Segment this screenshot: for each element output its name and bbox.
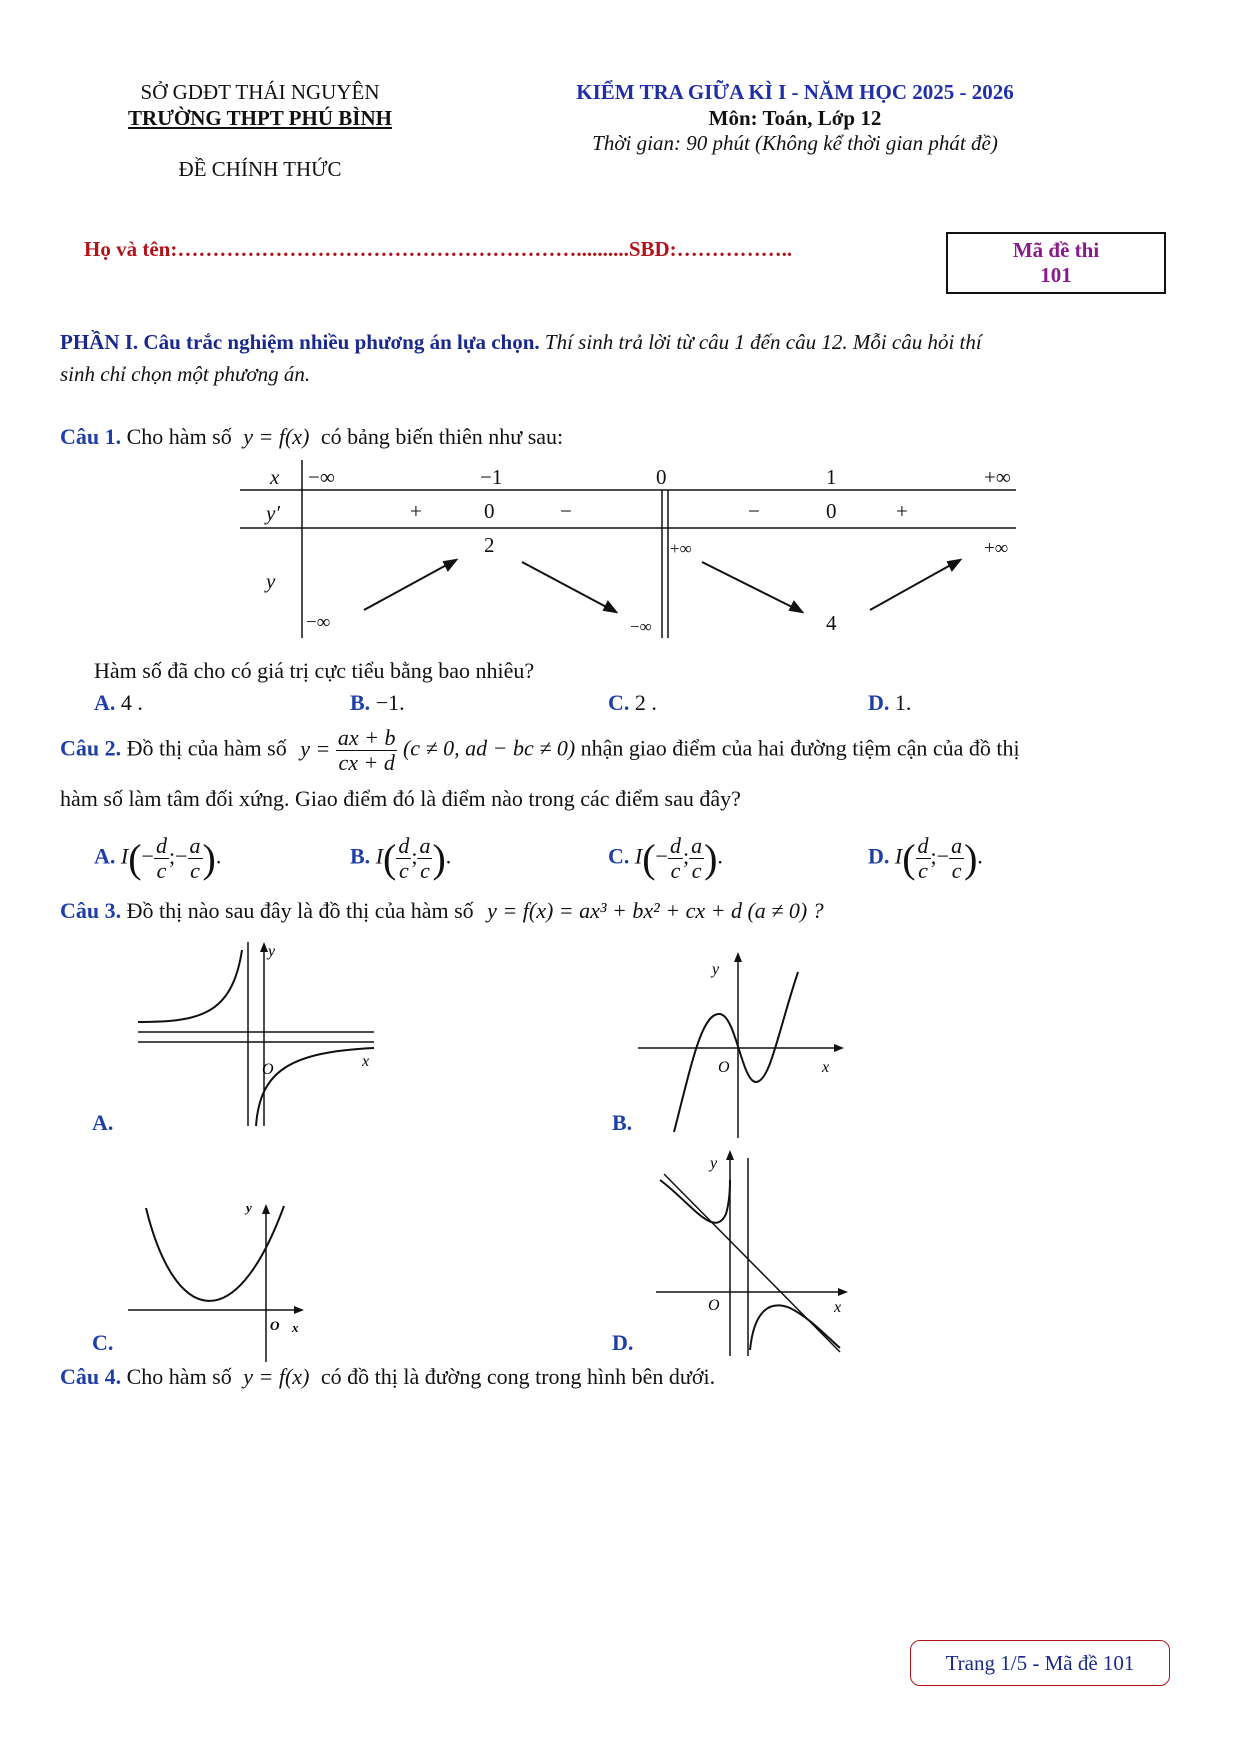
question-2-line2: hàm số làm tâm đối xứng. Giao điểm đó là điểm nào trong các điểm sau đây? [60, 786, 741, 811]
question-text: có đồ thị là đường cong trong hình bên dưới. [320, 1364, 716, 1389]
option-b[interactable]: B. [612, 1110, 633, 1135]
question-4 [60, 1364, 715, 1390]
question-text: Đồ thị nào sau đây là đồ thị của hàm số [126, 898, 474, 923]
table-x-val: +∞ [984, 465, 1011, 489]
x-axis-label: x [362, 1053, 370, 1070]
option-b[interactable]: B. I( $\frac{d}{c}$ ; $\frac{a}{c}$ ). [350, 833, 452, 884]
department-name: SỞ GDĐT THÁI NGUYÊN [140, 80, 380, 104]
option-a[interactable]: A. [92, 1110, 114, 1135]
exam-code-value: 101 [1040, 263, 1072, 287]
x-axis-label: x [834, 1299, 842, 1316]
formula: y = f(x) = ax³ + bx² + cx + d (a ≠ 0) ? [487, 898, 824, 923]
formula: y = f(x) [243, 1364, 310, 1389]
origin-label: O [718, 1059, 730, 1076]
option-d[interactable]: D. 1. [868, 690, 912, 715]
part1-title: PHẦN I. Câu trắc nghiệm nhiều phương án lựa chọn. [60, 330, 540, 354]
graph-b [638, 952, 848, 1138]
table-y-val: −∞ [306, 612, 331, 633]
y-axis-label: y [268, 943, 276, 960]
question-label: Câu 2. [60, 735, 122, 761]
table-sign: − [748, 499, 760, 523]
formula: y = f(x) [243, 424, 310, 449]
question-label: Câu 4. [60, 1364, 122, 1389]
table-sign: − [560, 499, 572, 523]
question-text: Đồ thị của hàm số [126, 735, 287, 761]
question-text: nhận giao điểm của hai đường tiệm cận của đồ thị [580, 735, 1020, 761]
question-3 [60, 898, 824, 924]
q1-question: Hàm số đã cho có giá trị cực tiểu bằng bao nhiêu? [94, 658, 535, 683]
condition: (c ≠ 0, ad − bc ≠ 0) [402, 735, 576, 761]
question-label: Câu 1. [60, 424, 122, 449]
table-sign: + [410, 499, 422, 523]
table-x-val: −1 [480, 465, 503, 489]
origin-label: O [270, 1318, 280, 1333]
graph-c [124, 1192, 324, 1362]
graph-a [138, 942, 378, 1128]
student-name-field[interactable]: Họ và tên:…………………………………………………..........SBD:…………….. [84, 237, 793, 261]
table-x-label: x [270, 465, 280, 489]
table-y-val: 4 [826, 611, 837, 635]
question-label: Câu 3. [60, 898, 122, 923]
table-sign: + [896, 499, 908, 523]
subject-line: Môn: Toán, Lớp 12 [708, 106, 882, 130]
option-c[interactable]: C. [92, 1330, 114, 1355]
exam-code-box [946, 232, 1166, 294]
origin-label: O [262, 1061, 274, 1078]
table-y-val: +∞ [984, 538, 1009, 559]
table-sign: 0 [484, 499, 495, 523]
table-x-val: 0 [656, 465, 667, 489]
option-a[interactable]: A. 4 . [94, 690, 143, 715]
origin-label: O [708, 1297, 720, 1314]
exam-code-label: Mã đề thi [1012, 238, 1100, 262]
part1-instruction-2: sinh chỉ chọn một phương án. [60, 362, 311, 386]
option-d[interactable]: D. [612, 1330, 634, 1355]
table-sign: 0 [826, 499, 837, 523]
table-y-val: −∞ [630, 617, 652, 636]
question-text: Cho hàm số [126, 424, 232, 449]
time-line: Thời gian: 90 phút (Không kể thời gian phát đề) [592, 131, 998, 155]
y-axis-label: y [246, 1200, 252, 1215]
question-2 [60, 726, 1180, 775]
table-y-val: 2 [484, 533, 495, 557]
formula: y = [300, 735, 331, 761]
exam-title: KIỂM TRA GIỮA KÌ I - NĂM HỌC 2025 - 2026 [576, 80, 1014, 104]
option-b[interactable]: B. −1. [350, 690, 405, 715]
fraction: $\frac{ax + b}{cx + d}$ [337, 725, 396, 776]
school-name: TRƯỜNG THPT PHÚ BÌNH [128, 106, 392, 130]
table-y-val: +∞ [670, 539, 692, 558]
table-x-val: 1 [826, 465, 837, 489]
question-text: có bảng biến thiên như sau: [320, 424, 564, 449]
option-d[interactable]: D. I( $\frac{d}{c}$ ;− $\frac{a}{c}$ ). [868, 833, 983, 884]
q2-options [94, 826, 1174, 882]
question-text: Cho hàm số [126, 1364, 232, 1389]
table-x-val: −∞ [308, 465, 335, 489]
x-axis-label: x [822, 1059, 830, 1076]
option-c[interactable]: C. I(− $\frac{d}{c}$ ; $\frac{a}{c}$ ). [608, 833, 723, 884]
page-number: Trang 1/5 - Mã đề 101 [910, 1640, 1170, 1686]
part1-heading [60, 326, 1180, 390]
table-yprime-label: y′ [266, 501, 280, 525]
variation-table [240, 460, 1020, 640]
y-axis-label: y [710, 1155, 718, 1172]
table-y-label: y [266, 569, 276, 593]
official-label: ĐỀ CHÍNH THỨC [178, 157, 342, 181]
option-a[interactable]: A. I(− $\frac{d}{c}$ ;− $\frac{a}{c}$ ). [94, 833, 222, 884]
option-c[interactable]: C. 2 . [608, 690, 657, 715]
question-1 [60, 424, 563, 450]
part1-instruction: Thí sinh trả lời từ câu 1 đến câu 12. Mỗi câu hỏi thí [544, 330, 982, 354]
y-axis-label: y [712, 961, 720, 978]
graph-d [650, 1150, 850, 1356]
x-axis-label: x [292, 1320, 299, 1335]
